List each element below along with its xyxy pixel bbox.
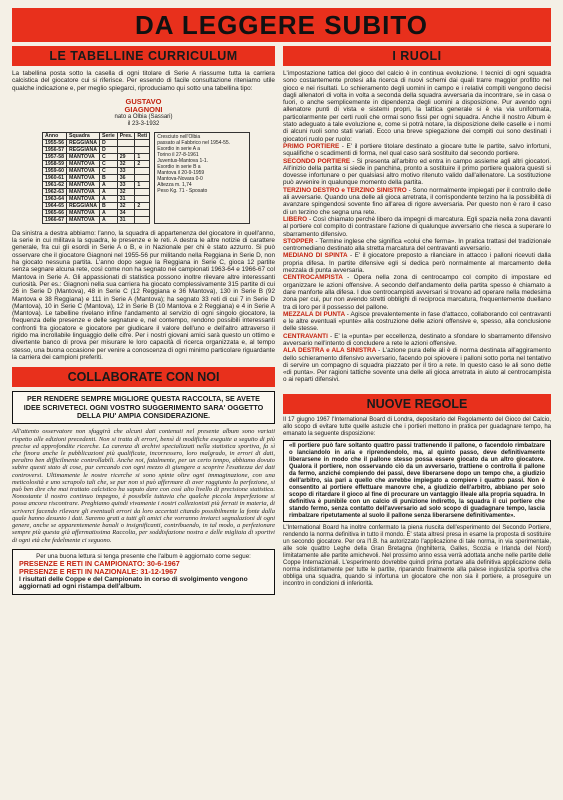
role-name: LIBERO xyxy=(283,215,309,223)
career-cell: MANTOVA xyxy=(67,153,100,160)
sample-player xyxy=(12,98,275,128)
role-description: - Agisce prevalentemente in fase d'attacco, collaborando col centravanti e le altre eventuali «punte» alla costruzione delle azioni offensive e, spesso, alla conclusione delle stesse. xyxy=(283,310,552,333)
role-description: - E' il portiere titolare destinato a giocare tutte le partite, salvo infortuni, squalifiche o scadimenti di forma, nel qual caso sarà sostituito dal secondo portiere. xyxy=(283,142,551,158)
career-cell: A xyxy=(100,195,118,202)
career-note: passato al Fabbrico nel 1954-55. xyxy=(157,139,231,146)
career-cell: 1963-64 xyxy=(43,195,67,202)
role-description: - E' la «punta» per eccellenza, destinato a sfondare lo sbarramento difensivo avversario nell'intento di concludere a rete le azioni offensive. xyxy=(283,332,552,347)
update-nazionale: PRESENZE E RETI IN NAZIONALE: 31-12-1967 xyxy=(19,566,178,576)
role-entry xyxy=(283,311,551,333)
career-header-cell: Reti xyxy=(135,132,150,139)
table-row xyxy=(43,181,150,188)
career-cell: MANTOVA xyxy=(67,160,100,167)
page-title: DA LEGGERE SUBITO xyxy=(135,9,428,40)
career-cell: MANTOVA xyxy=(67,195,100,202)
career-cell: 32 xyxy=(117,188,135,195)
career-cell: MANTOVA xyxy=(67,209,100,216)
career-cell: 31 xyxy=(117,216,135,223)
career-cell: D xyxy=(100,146,118,153)
career-note: Esordio in serie B a xyxy=(157,163,201,170)
career-cell xyxy=(117,146,135,153)
career-cell: 1960-61 xyxy=(43,174,67,181)
nuove-regole-text: L'International Board ha inoltre confermato la piena riuscita dell'esperimento del Secondo Portiere, rendendo la norma definitiva in tutto il mondo. E' stata altresì presa in esame la proposta di sostituire un secondo giocatore. Per ora l'I.B. ha autorizzato l'applicazione di tale norma, in via sperimentale, alle sole quattro Leghe della Gran Bretagna (Inghilterra, Galles, Scozia e Irlanda del Nord) limitatamente alle partite amichevoli. Nel prossimo anno essa verrà adottata anche nelle partite delle Coppe Internazionali. L'esperimento dovrebbe quindi prima portare alla definitiva applicazione della norma indistintamente per tutte le partite, riparando finalmente alla palese ingiustizia sportiva che obbliga una squadra, quando si infortuna un giocatore che non sia il portiere, a proseguire un incontro in condizioni di inferiorità. xyxy=(283,525,551,587)
role-name: ALA DESTRA e ALA SINISTRA xyxy=(283,347,379,355)
role-name: PRIMO PORTIERE xyxy=(283,142,342,150)
career-note: Mantova il 20-9-1959 xyxy=(157,169,205,176)
table-row xyxy=(43,160,150,167)
career-note: Mantova-Novara 0-0 xyxy=(157,175,203,182)
career-cell xyxy=(135,216,150,223)
career-cell xyxy=(135,146,150,153)
career-cell: 29 xyxy=(117,153,135,160)
career-notes xyxy=(154,132,250,224)
table-row xyxy=(43,202,150,209)
career-cell: 33 xyxy=(117,167,135,174)
career-cell: 2 xyxy=(135,202,150,209)
role-description: - L'azione pura delle ali è di norma destinata all'aggiramento dello schieramento difensivo avversario, facendo poi spiovere i palloni sotto porta nel tentativo di servire un compagno di squadra piazzato per il tiro a rete. In questo caso le ali sono dette «di punta». Per ragioni tattiche sovente una delle ali gioca arretrata in aiuto al centrocampista o ai reparti difensivi. xyxy=(283,347,551,384)
role-entry xyxy=(283,347,551,383)
career-cell: 1957-58 xyxy=(43,153,67,160)
career-cell: MANTOVA xyxy=(67,181,100,188)
left-column xyxy=(12,46,275,595)
table-row xyxy=(43,195,150,202)
career-cell: C xyxy=(100,167,118,174)
career-cell xyxy=(135,188,150,195)
career-header-cell: Squadra xyxy=(67,132,100,139)
role-description: - Così chiamato perchè libero da impegni di marcatura. Egli spazia nella zona davanti al portiere col compito di contrastare l'azione di qualunque avversario che riesca a superare lo sbarramento difensivo. xyxy=(283,215,551,238)
table-row xyxy=(43,209,150,216)
career-cell: 34 xyxy=(117,209,135,216)
table-row xyxy=(43,146,150,153)
update-campionato: PRESENZE E RETI IN CAMPIONATO: 30-6-1967 xyxy=(19,558,180,568)
career-cell xyxy=(135,195,150,202)
career-cell: 1959-60 xyxy=(43,167,67,174)
right-column xyxy=(283,46,551,588)
career-cell: 1 xyxy=(135,181,150,188)
career-table-wrap xyxy=(42,132,275,224)
role-name: CENTROCAMPISTA xyxy=(283,274,348,282)
career-cell: 1965-66 xyxy=(43,209,67,216)
career-cell: MANTOVA xyxy=(67,174,100,181)
career-cell: 1958-59 xyxy=(43,160,67,167)
collab-callout: PER RENDERE SEMPRE MIGLIORE QUESTA RACCOLTA, SE AVETE IDEE SCRIVETECI. OGNI VOSTRO SUGGERIMENTO SARA' OGGETTO DELLA PIU' AMPIA CONSIDERAZIONE. xyxy=(12,391,275,424)
section-title-tabelline: LE TABELLINE CURRICULUM xyxy=(12,46,275,66)
update-intro: Per una buona lettura si tenga presente che l'album è aggiornato come segue: xyxy=(36,552,251,560)
career-note: Torino il 27-8-1961 xyxy=(157,151,199,158)
career-cell: REGGIANA xyxy=(67,146,100,153)
career-cell: A xyxy=(100,188,118,195)
career-cell xyxy=(135,209,150,216)
player-birthdate: il 23-3-1932 xyxy=(127,120,160,127)
role-name: STOPPER xyxy=(283,237,316,245)
career-cell: REGGIANA xyxy=(67,202,100,209)
career-note: Peso Kg. 71 - Sposato xyxy=(157,187,208,194)
table-row xyxy=(43,174,150,181)
career-cell: MANTOVA xyxy=(67,167,100,174)
career-cell xyxy=(135,167,150,174)
career-cell: 33 xyxy=(117,181,135,188)
nuove-regole-section xyxy=(283,394,551,588)
career-cell: 1956-57 xyxy=(43,146,67,153)
role-name: SECONDO PORTIERE xyxy=(283,157,353,165)
masthead xyxy=(12,8,551,42)
table-row xyxy=(43,167,150,174)
role-description: - Sono normalmente impiegati per il controllo delle ali avversarie. Quando una delle ali gioca arretrata, il corrispondente terzino ha la possibilità di avanzare spingendosi sovente fino all'area di rigore avversaria. Per questo non è raro il caso di un terzino che segna una rete. xyxy=(283,186,551,216)
role-description: - E' il giocatore preposto a rilanciare in attacco i palloni ricevuti dalla propria difesa. In partite difensive egli si dedica però normalmente al marcamento della mezzala di punta avversaria. xyxy=(283,252,551,275)
career-cell: B xyxy=(100,202,118,209)
career-cell: 32 xyxy=(117,160,135,167)
role-description: - Opera nella zona di centrocampo col compito di impostare ed organizzare le azioni offensive. A secondo dell'andamento della partita spesso è chiamato a dare manforte alla difesa. I due centrocampisti avversari si trovano ad operare nella medesima zona per cui, pur non avendo stretti obblighi di reciproca marcatura, frequentemente duellano tra di loro per il possesso del pallone. xyxy=(283,274,552,311)
career-cell: C xyxy=(100,153,118,160)
role-description: - Si presenta all'arbitro ed entra in campo assieme agli altri giocatori. All'inizio della partita si siede in panchina, pronto a sostituire il primo portiere qualora questi si dovesse infortunare o per qualsiasi altro motivo ritenuto valido dall'allenatore. La sostituzione può avvenire in qualunque momento della partita. xyxy=(283,157,552,187)
career-cell: 32 xyxy=(117,202,135,209)
update-box xyxy=(12,549,275,595)
career-cell: 1955-56 xyxy=(43,139,67,146)
career-header-cell: Serie xyxy=(100,132,118,139)
nuove-regole-intro: Il 17 giugno 1967 l'International Board di Londra, depositario del Regolamento del Gioco del Calcio, allo scopo di evitare tutte quelle astuzie che i portieri mettono in pratica per guadagnare tempo, ha emanato la seguente disposizione: xyxy=(283,416,551,437)
career-cell: 1961-62 xyxy=(43,181,67,188)
role-entry xyxy=(283,238,551,253)
player-birthplace: nato a Olbia (Sassari) xyxy=(114,113,173,120)
table-row xyxy=(43,153,150,160)
player-last-name: GIAGNONI xyxy=(124,104,163,114)
career-note: Cresciuto nell'Olbia xyxy=(157,133,201,140)
career-cell: 1962-63 xyxy=(43,188,67,195)
career-table xyxy=(42,132,150,224)
section-title-ruoli: I RUOLI xyxy=(283,46,551,66)
career-cell xyxy=(135,139,150,146)
table-row xyxy=(43,188,150,195)
career-note: Altezza m. 1,74 xyxy=(157,181,192,188)
collab-text: All'attento osservatore non sfuggirà che alcuni dati contenuti nel presente album sono variati rispetto alle edizioni precedenti. Non si tratta di errori, bensì di modifiche eseguite a seguito di più precise ed approfondite ricerche. La carenza di archivi specializzati nella statistica sportiva, fa sì che finora anche le pubblicazioni più qualificate, incorressero, loro malgrado, in errori di dati, peraltro ben difficilmente controllabili. Anche noi, fatalmente, per un certo tempo, abbiamo dovuto subire questi stato di cose, pur cercando con ogni mezzo di giungere a scoprire l'esattezza dei dati controversi. Ultimamente le nostre ricerche si sono spinte oltre ogni immaginazione, con una meticolosità e uno scrupolo tali che, se pur non si può affermare di aver raggiunto la perfezione, si può ben dire che mai trattato calcistico ha saputo dare con così alto livello di precisione statistica. Nonostante il nostro continuo impegno, è possibile tuttavia che qualche piccola imperfezione si possa ancora riscontrare. Preghiamo quindi vivamente i nostri collezionisti più ferrati in materia, di scriverci facendo rilevare gli eventuali errori da loro accertati citando possibilmente la fonte dalla quale hanno desunto i dati. Saremo grati a tutti gli amici che vorranno inviarci segnalazioni di ogni genere, anche se apparentemente banali o insignificanti, contribuendo, in tal modo, a perfezionare sempre più questa già affermatissima Raccolta, per soddisfazione nostra e delle migliaia di sportivi di ogni età che fedelmente ci seguono. xyxy=(12,428,275,544)
career-cell: MANTOVA xyxy=(67,188,100,195)
section-title-nuove-regole: NUOVE REGOLE xyxy=(283,394,551,414)
role-name: MEZZALA DI PUNTA xyxy=(283,310,347,318)
career-note: Juventus-Mantova 1-1. xyxy=(157,157,209,164)
career-cell: REGGIANA xyxy=(67,139,100,146)
role-entry xyxy=(283,274,551,310)
role-entry xyxy=(283,143,551,158)
role-entry xyxy=(283,187,551,216)
career-cell xyxy=(135,174,150,181)
nuove-regole-rule: «Il portiere può fare soltanto quattro passi trattenendo il pallone, o facendolo rimbalzare o lanciandolo in aria e riprendendolo, ma, al quinto passo, deve definitivamente liberarsene in modo che il pallone stesso possa essere giocato da un altro giocatore. Qualora il portiere, non osservando ciò da un avversario, trattiene o controlla il pallone da fermo, anziché compiendo dei passi, deve liberarsene dopo un tempo che, a giudizio dell'arbitro, sia pari a quello che avrebbe impiegato a compiere i quattro passi. Non è consentito al portiere effettuare manovre che, a giudizio dell'arbitro, abbiano per solo scopo di ritardare il gioco al fine di procurare un vantaggio illeale alla propria squadra. In definitiva è punibile con un calcio di punizione indiretto, la squadra il cui portiere che stando fermo, senza contatto dell'avversario ad solo scopo di guadagnare tempo, lascia rimbalzare ripetutamente al suolo il pallone senza liberarsene definitivamente». xyxy=(283,440,551,522)
career-header-cell: Pres. xyxy=(117,132,135,139)
role-entry xyxy=(283,216,551,238)
role-description: - Termine inglese che significa «colui che ferma». In pratica trattasi del tradizionale centromediano destinato alla stretta marcatura del centravanti avversario. xyxy=(283,237,551,253)
role-entry xyxy=(283,333,551,348)
career-cell: C xyxy=(100,160,118,167)
roles-list xyxy=(283,143,551,384)
career-cell: D xyxy=(100,139,118,146)
role-name: CENTRAVANTI xyxy=(283,332,331,340)
career-cell: MANTOVA xyxy=(67,216,100,223)
career-cell: 1964-65 xyxy=(43,202,67,209)
tabelline-intro: La tabellina posta sotto la casella di ogni titolare di Serie A riassume tutta la carriera calcistica del giocatore cui si riferisce. Per essendo di facile consultazione riteniamo utile qualche indicazione e, per meglio spiegarci, riproduciamo qui sotto una tabellina tipo: xyxy=(12,70,275,92)
career-cell: 1966-67 xyxy=(43,216,67,223)
role-entry xyxy=(283,252,551,274)
career-cell: 2 xyxy=(135,160,150,167)
career-header-cell: Anno xyxy=(43,132,67,139)
career-cell: A xyxy=(100,209,118,216)
career-cell: 36 xyxy=(117,174,135,181)
role-entry xyxy=(283,158,551,187)
career-cell: 1 xyxy=(135,153,150,160)
ruoli-intro: L'impostazione tattica del gioco del calcio è in continua evoluzione. I tecnici di ogni squadra sono costantemente protesi alla ricerca di nuovi schemi dai quali trarre maggior profitto nel gioco e nei risultati. Lo schieramento degli uomini in campo e i relativi compiti vengono decisi dagli allenatori di volta in volta a seconda della squadra avversaria da incontrare, se in casa o fuori, o anche semplicemente in dipendenza degli uomini a disposizione. Pur avendo ogni allenatore punti di vista e sistemi propri, la tattica generale si è via via uniformata, particolarmente per certi ruoli che ormai sono fissi per ogni squadra. Anche il nostro Album è stato adeguato a tale evoluzione e, come si potrà notare, la disposizione delle caselle e i nomi di alcuni ruoli sono stati variati. Ecco una breve spiegazione dei compiti cui sono destinati i giocatori ruolo per ruolo: xyxy=(283,70,551,143)
career-cell: A xyxy=(100,181,118,188)
update-footnote: I risultati delle Coppe e del Campionato in corso di svolgimento vengono aggiornati ad ogni ristampa dell'album. xyxy=(19,575,248,591)
table-row xyxy=(43,139,150,146)
player-first-name: GUSTAVO xyxy=(125,96,162,106)
table-row xyxy=(43,216,150,223)
career-cell: A xyxy=(100,216,118,223)
career-cell: B xyxy=(100,174,118,181)
role-name: MEDIANO DI SPINTA xyxy=(283,252,350,260)
career-note: Esordio in serie A a xyxy=(157,145,201,152)
career-cell xyxy=(117,139,135,146)
section-title-collabora: COLLABORATE CON NOI xyxy=(12,367,275,387)
career-cell: 31 xyxy=(117,195,135,202)
tabelline-explanation: Da sinistra a destra abbiamo: l'anno, la squadra di appartenenza del giocatore in quell'anno, la serie in cui militava la squadra, le presenze e le reti. A destra le altre notizie di carattere generale, fra cui gli esordi in Serie A o B, e in Nazionale per chi è stato azzurro. Si può osservare che il giocatore Giagnoni nel 1955-56 pur militando nella Reggiana in Serie D, non ha giocato nessuna partita. L'anno dopo segue la Reggiana in Serie C, gioca 12 partite senza segnare alcuna rete, così come non ha segnato nei campionati 1963-64 e 1966-67 col Mantova in Serie A. Gli appassionati di statistica possono inoltre rilevare altre interessanti curiosità. Per es.: Giagnoni nella sua carriera ha giocato complessivamente 315 partite di cui 26 in Serie D (Mantova), 48 in Serie C (12 Reggiana e 36 Mantova), 130 in Serie B (92 Mantova e 38 Reggiana) e 111 in Serie A (Mantova); ha segnato 33 reti di cui 7 in Serie D (Mantova), 10 in Serie C (Mantova), 12 in Serie B (10 Mantova e 2 Reggiana) e 4 in Serie A (Mantova). Le tabelline rivelano infine l'andamento al servizio di ogni singolo giocatore, la frequenza delle presenze e delle segnature e, nel contempo, rendono possibili interessanti confronti fra giocatore e giocatore per giudicare il valore dell'uno e dell'altro attraverso il rigido ma incrollabile linguaggio delle cifre. Per i nostri giovani amici sarà questo un ottimo e divertente banco di prova per misurare le loro capacità di ricerca organizzata e, al tempo stesso, una buona occasione per venire a conoscenza di ogni minimo particolare riguardante la carriera dei campioni preferiti. xyxy=(12,229,275,361)
role-name: TERZINO DESTRO e TERZINO SINISTRO xyxy=(283,186,409,194)
